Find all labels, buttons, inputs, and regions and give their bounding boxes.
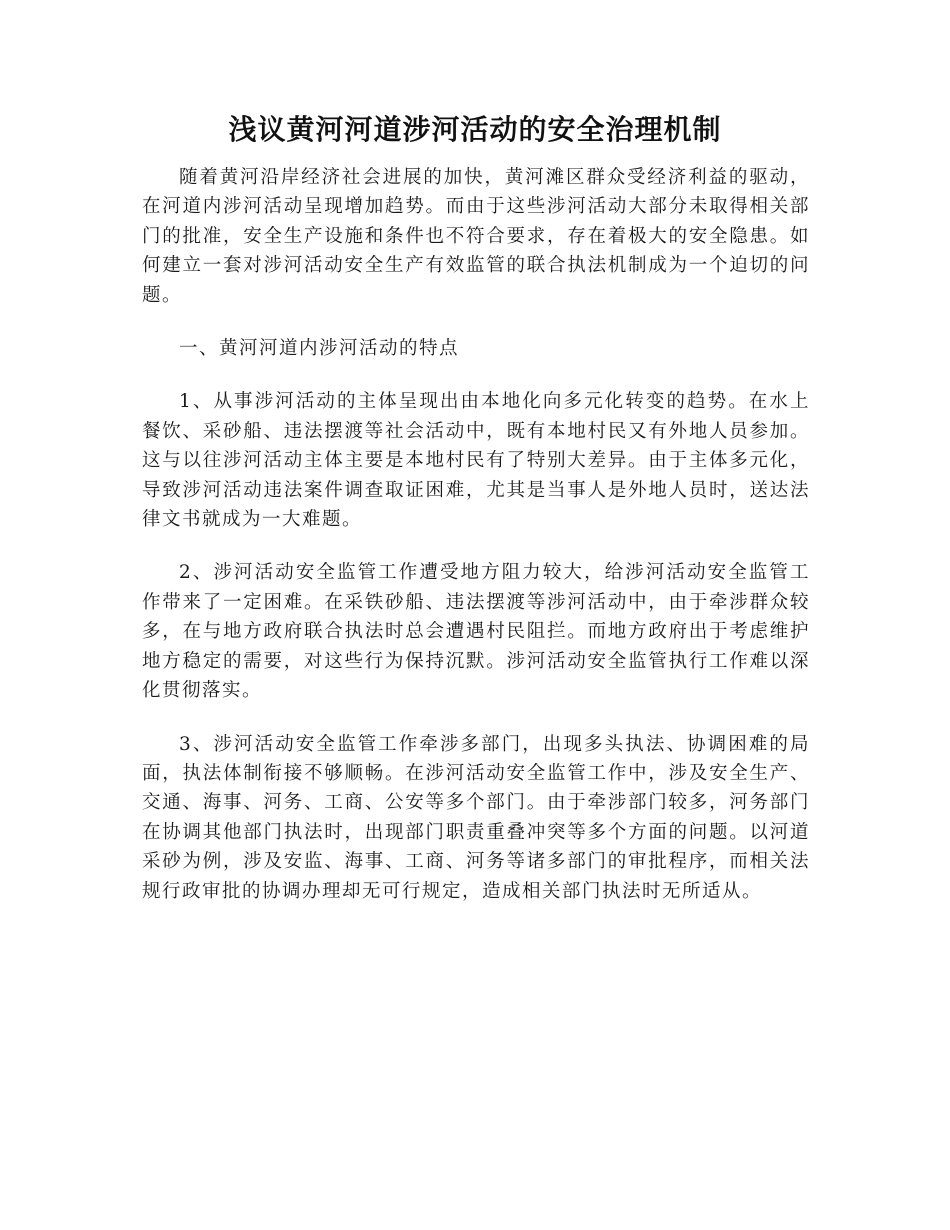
document-body xyxy=(142,163,810,930)
section-heading: 一、黄河河道内涉河活动的特点 xyxy=(179,338,460,360)
document-title: 浅议黄河河道涉河活动的安全治理机制 xyxy=(228,113,722,146)
point-paragraph-2: 2、涉河活动安全监管工作遭受地方阻力较大，给涉河活动安全监管工作带来了一定困难。在采铁砂船、违法摆渡等涉河活动中，由于牵涉群众较多，在与地方政府联合执法时总会遭遇村民阻拦。而地方政府出于考虑维护地方稳定的需要，对这些行为保持沉默。涉河活动安全监管执行工作难以深化贯彻落实。 xyxy=(142,562,810,702)
point-paragraph-1: 1、从事涉河活动的主体呈现出由本地化向多元化转变的趋势。在水上餐饮、采砂船、违法摆渡等社会活动中，既有本地村民又有外地人员参加。这与以往涉河活动主体主要是本地村民有了特别大差异。由于主体多元化，导致涉河活动违法案件调查取证困难，尤其是当事人是外地人员时，送达法律文书就成为一大难题。 xyxy=(142,391,810,531)
intro-paragraph: 随着黄河沿岸经济社会进展的加快，黄河滩区群众受经济利益的驱动，在河道内涉河活动呈现增加趋势。而由于这些涉河活动大部分未取得相关部门的批准，安全生产设施和条件也不符合要求，存在着极大的安全隐患。如何建立一套对涉河活动安全生产有效监管的联合执法机制成为一个迫切的问题。 xyxy=(142,167,810,306)
point-paragraph-3: 3、涉河活动安全监管工作牵涉多部门，出现多头执法、协调困难的局面，执法体制衔接不够顺畅。在涉河活动安全监管工作中，涉及安全生产、交通、海事、河务、工商、公安等多个部门。由于牵涉部门较多，河务部门在协调其他部门执法时，出现部门职责重叠冲突等多个方面的问题。以河道采砂为例，涉及安监、海事、工商、河务等诸多部门的审批程序，而相关法规行政审批的协调办理却无可行规定，造成相关部门执法时无所适从。 xyxy=(142,733,810,902)
